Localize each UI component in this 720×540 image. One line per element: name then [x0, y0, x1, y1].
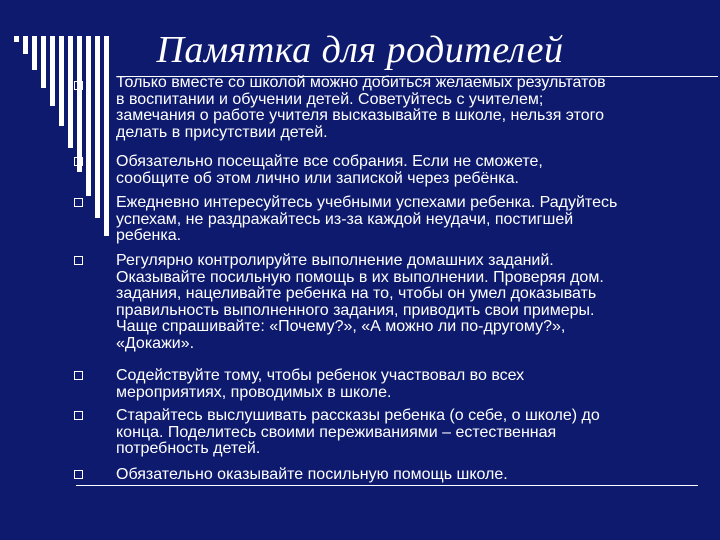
square-outline-bullet-icon: [74, 256, 83, 265]
slide-title: Памятка для родителей: [156, 29, 564, 71]
list-item-text: Старайтесь выслушивать рассказы ребенка (о себе, о школе) до конца. Поделитесь своими переживаниями – естественная потребность детей.: [116, 407, 600, 457]
list-item-text: Обязательно оказывайте посильную помощь школе.: [116, 466, 508, 483]
square-outline-bullet-icon: [74, 371, 83, 380]
list-item-text: Ежедневно интересуйтесь учебными успехами ребенка. Радуйтесь успехам, не раздражайтесь из-за каждой неудачи, постигшей ребенка.: [116, 194, 618, 244]
square-outline-bullet-icon: [74, 198, 83, 207]
bottom-divider: [76, 485, 698, 486]
list-item-text: Содействуйте тому, чтобы ребенок участвовал во всех мероприятиях, проводимых в школе.: [116, 367, 525, 401]
square-outline-bullet-icon: [74, 411, 83, 420]
list-item-text: Регулярно контролируйте выполнение домашних заданий. Оказывайте посильную помощь в их выполнении. Проверяя дом. задания, нацеливайте ребенка на то, чтобы он умел доказывать правильность выполненного задания, приводить свои примеры. Чаще спрашивайте: «Почему?», «А можно ли по-другому?», «Докажи».: [116, 252, 604, 352]
square-outline-bullet-icon: [74, 470, 83, 479]
square-outline-bullet-icon: [74, 81, 83, 90]
square-outline-bullet-icon: [74, 157, 83, 166]
list-item-text: Обязательно посещайте все собрания. Если не сможете, сообщите об этом лично или запиской через ребёнка.: [116, 153, 543, 187]
list-item-text: Только вместе со школой можно добиться желаемых результатов в воспитании и обучении детей. Советуйтесь с учителем; замечания о работе учителя высказывайте в школе, нельзя этого делать в присутствии детей.: [116, 74, 606, 141]
